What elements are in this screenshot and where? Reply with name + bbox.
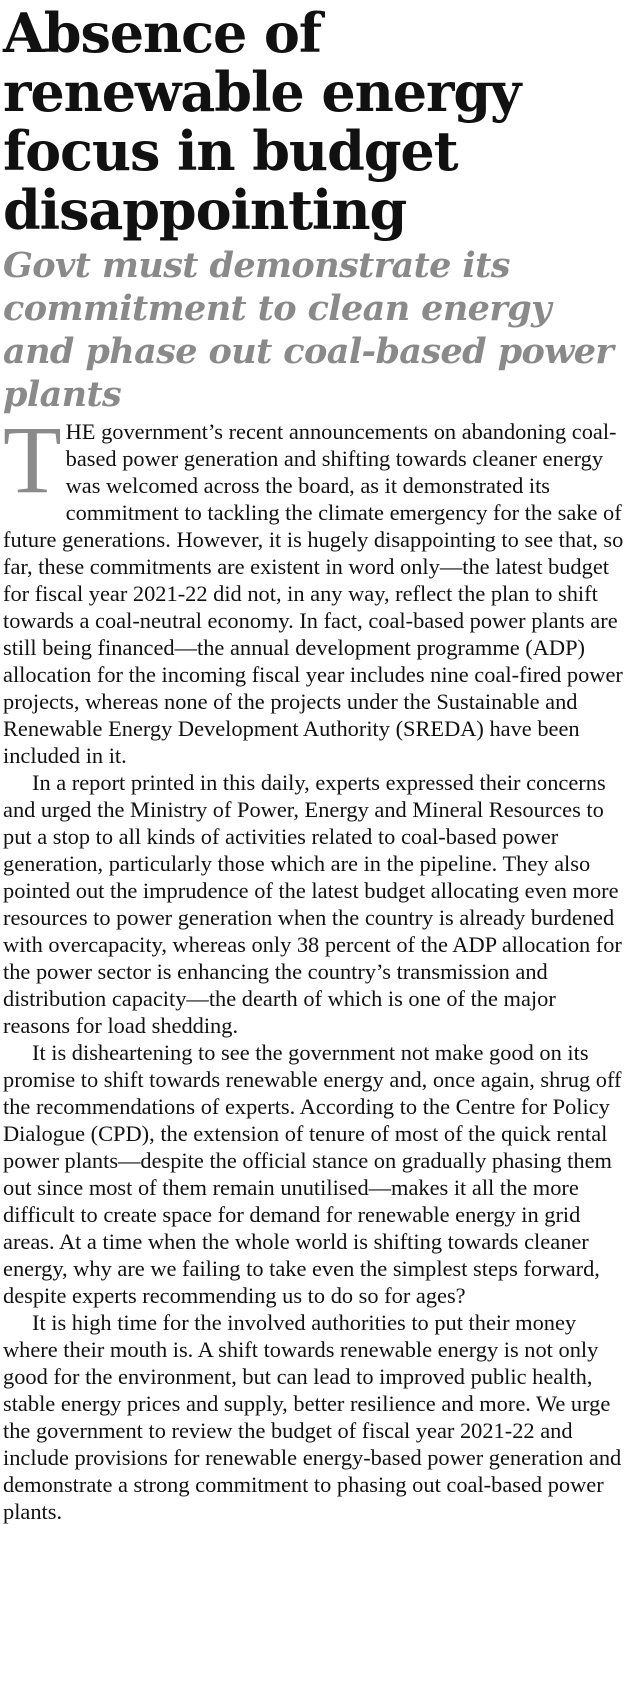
paragraph-1 xyxy=(3,406,626,769)
article-body xyxy=(3,406,626,1525)
subheadline: Govt must demonstrate its commitment to clean energy and phase out coal-based power plants xyxy=(3,245,614,415)
drop-cap: T xyxy=(3,406,62,513)
paragraph-4: It is high time for the involved authorities to put their money where their mouth is. A shift towards renewable energy is not only good for the environment, but can lead to improved public health, stable energy prices and supply, better resilience and more. We urge the government to review the budget of fiscal year 2021-22 and include provisions for renewable energy-based power generation and demonstrate a strong commitment to phasing out coal-based power plants. xyxy=(3,1310,622,1524)
paragraph-2: In a report printed in this daily, experts expressed their concerns and urged the Ministry of Power, Energy and Mineral Resources to put a stop to all kinds of activities related to coal-based power generation, particularly those which are in the pipeline. They also pointed out the imprudence of the latest budget allocating even more resources to power generation when the country is already burdened with overcapacity, whereas only 38 percent of the ADP allocation for the power sector is enhancing the country’s transmission and distribution capacity—the dearth of which is one of the major reasons for load shedding. xyxy=(3,770,622,1038)
paragraph-3: It is disheartening to see the government not make good on its promise to shift towards renewable energy and, once again, shrug off the recommendations of experts. According to the Centre for Policy Dialogue (CPD), the extension of tenure of most of the quick rental power plants—despite the official stance on gradually phasing them out since most of them remain unutilised—makes it all the more difficult to create space for demand for renewable energy in grid areas. At a time when the whole world is shifting towards cleaner energy, why are we failing to take even the simplest steps forward, despite experts recommending us to do so for ages? xyxy=(3,1040,622,1308)
paragraph-1-text: HE government’s recent announcements on abandoning coal-based power generation and shifting towards cleaner energy was welcomed across the board, as it demonstrated its commitment to tackling the climate emergency for the sake of future generations. However, it is hugely disappointing to see that, so far, these commitments are existent in word only—the latest budget for fiscal year 2021-22 did not, in any way, reflect the plan to shift towards a coal-neutral economy. In fact, coal-based power plants are still being financed—the annual development programme (ADP) allocation for the incoming fiscal year includes nine coal-fired power projects, whereas none of the projects under the Sustainable and Renewable Energy Development Authority (SREDA) have been included in it. xyxy=(3,419,624,768)
headline: Absence of renewable energy focus in budget disappointing xyxy=(3,1,521,242)
